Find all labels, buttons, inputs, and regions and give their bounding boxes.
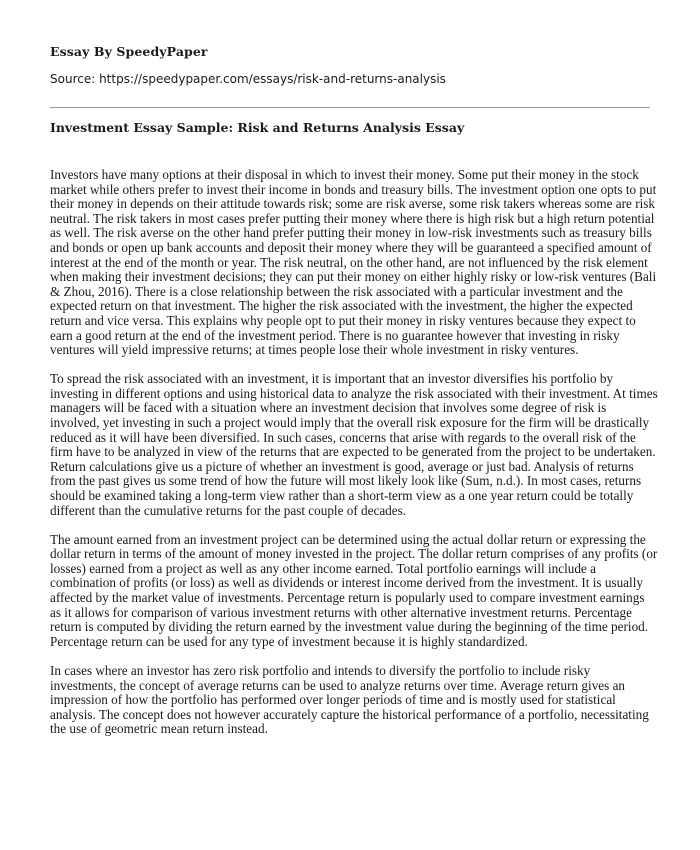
- document-header-title: Essay By SpeedyPaper: [50, 44, 208, 59]
- paragraph: Investors have many options at their disposal in which to invest their money. Some put their money in the stock market while others prefer to invest their income in bonds and treasury bills. The investment option one opts to put their money in depends on their attitude towards risk; some are risk averse, some risk takers whereas some are risk neutral. The risk takers in most cases prefer putting their money where there is high risk but a high return potential as well. The risk averse on the other hand prefer putting their money in low-risk investments such as treasury bills and bonds or open up bank accounts and deposit their money where they will be guaranteed a specified amount of interest at the end of the month or year. The risk neutral, on the other hand, are not influenced by the risk element when making their investment decisions; they can put their money on either highly risky or low-risk ventures (Bali & Zhou, 2016). There is a close relationship between the risk associated with a particular investment and the expected return on that investment. The higher the risk associated with the investment, the higher the expected return and vice versa. This explains why people opt to put their money in risky ventures because they expect to earn a good return at the end of the investment period. There is no guarantee however that investing in risky ventures will yield impressive returns; at times people lose their whole investment in risky ventures.: [50, 167, 657, 358]
- header-divider: [50, 107, 650, 108]
- paragraph: In cases where an investor has zero risk portfolio and intends to diversify the portfolio to include risky investments, the concept of average returns can be used to analyze returns over time. Average return gives an impression of how the portfolio has performed over longer periods of time and is mostly used for statistical analysis. The concept does not however accurately capture the historical performance of a portfolio, necessitating the use of geometric mean return instead.: [50, 662, 649, 737]
- essay-title: Investment Essay Sample: Risk and Returns Analysis Essay: [50, 120, 465, 135]
- essay-body: [50, 168, 658, 751]
- source-line: Source: https://speedypaper.com/essays/risk-and-returns-analysis: [50, 72, 446, 86]
- paragraph: To spread the risk associated with an investment, it is important that an investor diversifies his portfolio by investing in different options and using historical data to analyze the risk associated with their investment. At times managers will be faced with a situation where an investment decision that involves some degree of risk is involved, yet investing in such a project would imply that the overall risk exposure for the firm will be drastically reduced as it will have been diversified. In such cases, concerns that arise with regards to the overall risk of the firm have to be analyzed in view of the returns that are expected to be generated from the project to be undertaken. Return calculations give us a picture of whether an investment is good, average or just bad. Analysis of returns from the past gives us some trend of how the future will most likely look like (Sum, n.d.). In most cases, returns should be examined taking a long-term view rather than a short-term view as a one year return could be totally different than the cumulative returns for the past couple of decades.: [50, 371, 658, 518]
- paragraph: The amount earned from an investment project can be determined using the actual dollar return or expressing the dollar return in terms of the amount of money invested in the project. The dollar return comprises of any profits (or losses) earned from a project as well as any other income earned. Total portfolio earnings will include a combination of profits (or loss) as well as dividends or interest income derived from the investment. It is usually affected by the market value of investments. Percentage return is popularly used to compare investment earnings as it allows for comparison of various investment returns with other alternative investment returns. Percentage return is computed by dividing the return earned by the investment value during the beginning of the time period. Percentage return can be used for any type of investment because it is highly standardized.: [50, 531, 658, 649]
